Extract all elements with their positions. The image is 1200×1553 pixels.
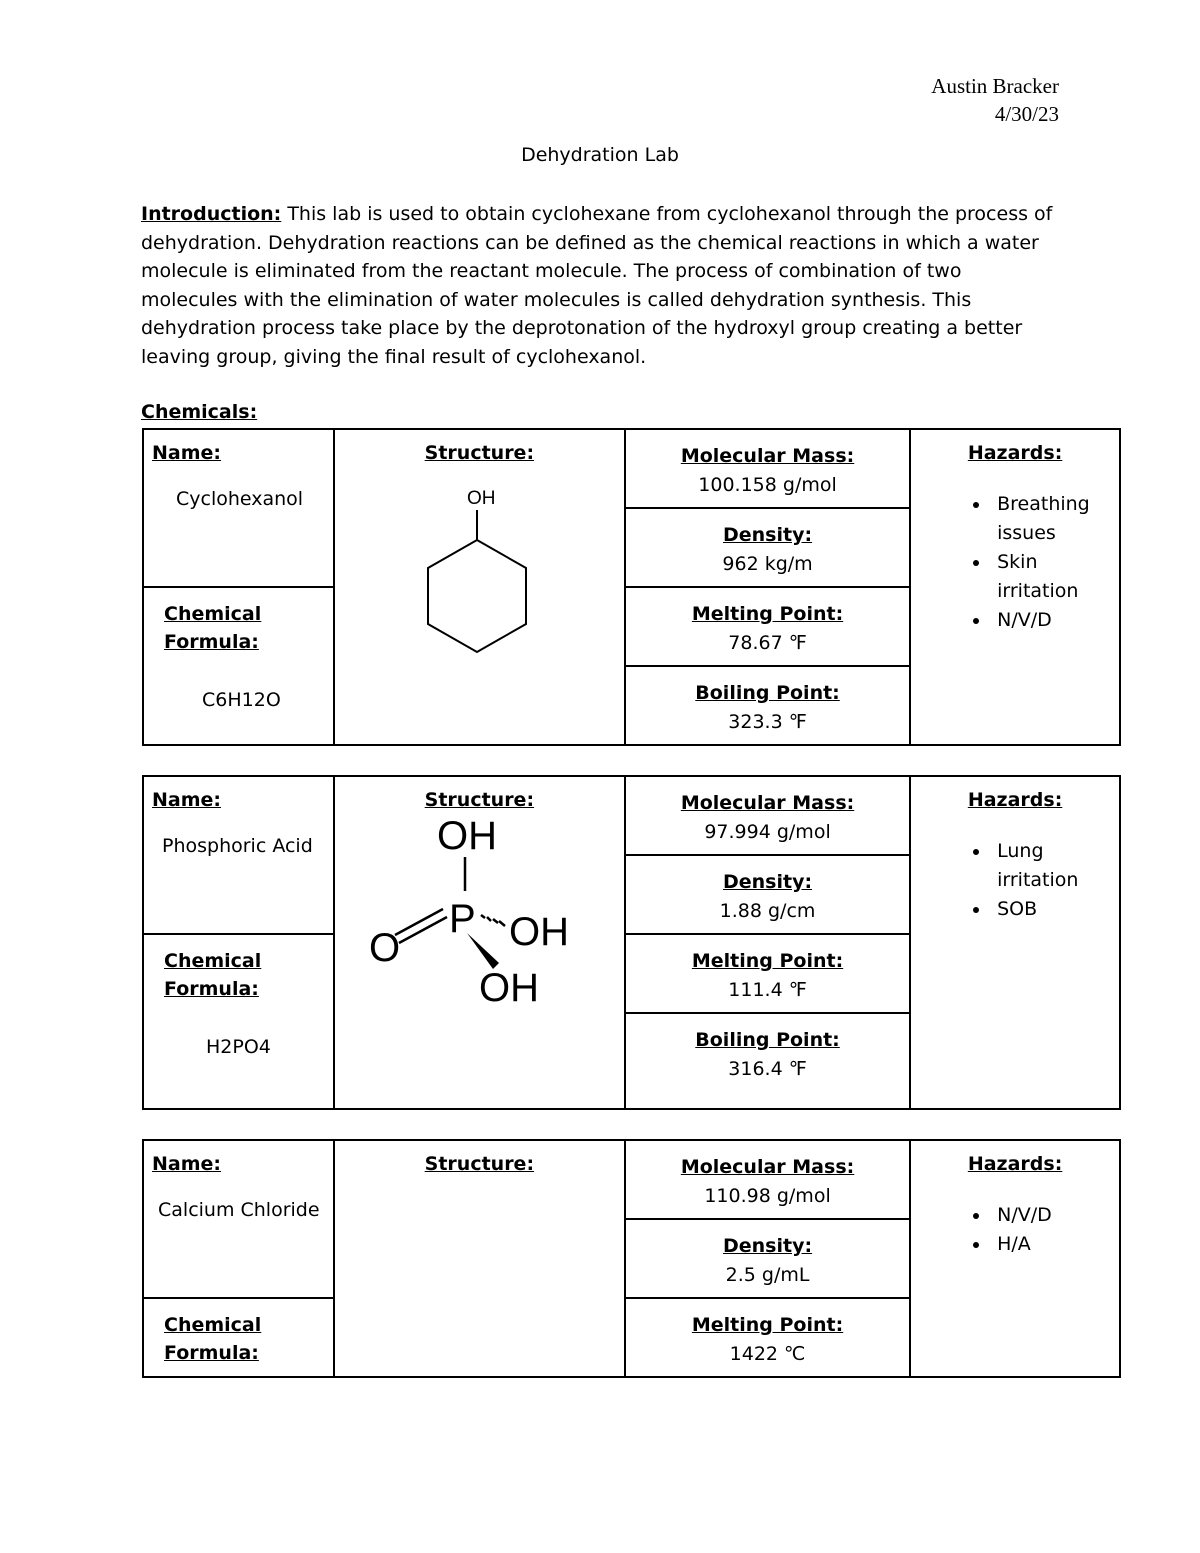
boiling-point-cell xyxy=(625,666,910,745)
molecular-mass-value: 97.994 g/mol xyxy=(704,821,831,843)
phosphoric-acid-structure xyxy=(359,811,599,1011)
formula-label-line1: Chemical xyxy=(164,950,262,972)
melting-point-cell xyxy=(625,1298,910,1377)
chemical-table-calcium-chloride xyxy=(142,1139,1121,1378)
molecular-mass-value: 100.158 g/mol xyxy=(698,474,837,496)
molecular-mass-label: Molecular Mass: xyxy=(680,445,855,467)
hazards-cell xyxy=(910,1140,1120,1377)
structure-label: Structure: xyxy=(424,1153,535,1175)
hazard-item: • Skin irritation xyxy=(991,548,1119,606)
density-cell xyxy=(625,855,910,934)
right-hydroxyl-label: OH xyxy=(509,910,570,954)
boiling-point-label: Boiling Point: xyxy=(695,682,840,704)
hazards-list xyxy=(911,490,1119,635)
density-value: 2.5 g/mL xyxy=(725,1264,810,1286)
density-value: 1.88 g/cm xyxy=(719,900,816,922)
hazards-label: Hazards: xyxy=(967,1153,1063,1175)
document-date: 4/30/23 xyxy=(994,102,1059,126)
hazard-item: • Breathing issues xyxy=(991,490,1119,548)
chemical-name: Calcium Chloride xyxy=(158,1199,320,1221)
formula-label-line2-wrap xyxy=(164,975,333,1003)
author-name: Austin Bracker xyxy=(931,74,1059,98)
hazards-label: Hazards: xyxy=(967,442,1063,464)
name-label: Name: xyxy=(152,442,222,464)
introduction-label: Introduction: xyxy=(141,203,282,225)
formula-cell xyxy=(143,587,334,745)
name-cell xyxy=(143,429,334,587)
chemical-name: Cyclohexanol xyxy=(176,488,304,510)
boiling-point-value: 316.4 ℉ xyxy=(728,1058,807,1080)
structure-cell xyxy=(334,429,625,745)
hazard-item: • SOB xyxy=(991,895,1119,924)
density-cell xyxy=(625,1219,910,1298)
formula-cell xyxy=(143,934,334,1109)
hazard-item: • H/A xyxy=(991,1230,1119,1259)
melting-point-cell xyxy=(625,587,910,666)
hazard-item: • N/V/D xyxy=(991,1201,1119,1230)
formula-label-line1: Chemical xyxy=(164,1314,262,1336)
structure-cell xyxy=(334,776,625,1109)
chemicals-heading: Chemicals: xyxy=(141,401,258,423)
introduction-text: This lab is used to obtain cyclohexane from cyclohexanol through the process of dehydration. Dehydration reactions can be defined as the chemical reactions in which a water molecule is eliminated from the reactant molecule. The process of combination of two molecules with the elimination of water molecules is called dehydration synthesis. This dehydration process take place by the deprotonation of the hydroxyl group creating a better leaving group, giving the final result of cyclohexanol. xyxy=(141,203,1053,368)
molecular-mass-cell xyxy=(625,776,910,855)
hazards-cell xyxy=(910,429,1120,745)
structure-cell xyxy=(334,1140,625,1377)
boiling-point-cell xyxy=(625,1013,910,1109)
hazards-cell xyxy=(910,776,1120,1109)
chemical-formula: H2PO4 xyxy=(206,1036,271,1058)
melting-point-cell xyxy=(625,934,910,1013)
molecular-mass-cell xyxy=(625,429,910,508)
boiling-point-value: 323.3 ℉ xyxy=(728,711,807,733)
hazards-list xyxy=(911,1201,1119,1259)
boiling-point-label: Boiling Point: xyxy=(695,1029,840,1051)
name-label: Name: xyxy=(152,1153,222,1175)
hazards-label: Hazards: xyxy=(967,789,1063,811)
chemical-table-phosphoric-acid xyxy=(142,775,1121,1110)
molecular-mass-cell xyxy=(625,1140,910,1219)
wedge-bond xyxy=(467,933,499,969)
molecular-mass-value: 110.98 g/mol xyxy=(704,1185,831,1207)
cyclohexanol-structure xyxy=(379,468,579,658)
density-label: Density: xyxy=(722,1235,813,1257)
name-cell xyxy=(143,776,334,934)
top-hydroxyl-label: OH xyxy=(437,814,498,858)
hazard-item: • Lung irritation xyxy=(991,837,1119,895)
chemical-table-cyclohexanol xyxy=(142,428,1121,746)
density-label: Density: xyxy=(722,524,813,546)
melting-point-value: 1422 ℃ xyxy=(729,1343,806,1365)
structure-label: Structure: xyxy=(424,442,535,464)
melting-point-value: 78.67 ℉ xyxy=(728,632,807,654)
hydroxyl-label: OH xyxy=(467,488,496,509)
document-title: Dehydration Lab xyxy=(521,144,679,166)
author-block xyxy=(931,72,1059,128)
melting-point-label: Melting Point: xyxy=(691,603,844,625)
density-cell xyxy=(625,508,910,587)
chemical-formula: C6H12O xyxy=(202,689,281,711)
bottom-hydroxyl-label: OH xyxy=(479,966,540,1010)
melting-point-label: Melting Point: xyxy=(691,1314,844,1336)
molecular-mass-label: Molecular Mass: xyxy=(680,1156,855,1178)
hazard-item: • N/V/D xyxy=(991,606,1119,635)
formula-label-line1: Chemical xyxy=(164,603,262,625)
chemical-name: Phosphoric Acid xyxy=(162,835,313,857)
density-label: Density: xyxy=(722,871,813,893)
formula-label-line2: Formula: xyxy=(164,1342,259,1364)
formula-cell xyxy=(143,1298,334,1377)
oxygen-label: O xyxy=(369,926,401,970)
structure-label: Structure: xyxy=(424,789,535,811)
melting-point-label: Melting Point: xyxy=(691,950,844,972)
melting-point-value: 111.4 ℉ xyxy=(728,979,807,1001)
ring-bonds xyxy=(428,510,526,652)
density-value: 962 kg/m xyxy=(722,553,813,575)
name-cell xyxy=(143,1140,334,1298)
formula-label-line2: Formula: xyxy=(164,978,259,1000)
formula-label-line2: Formula: xyxy=(164,631,259,653)
phosphorus-label: P xyxy=(449,897,477,941)
name-label: Name: xyxy=(152,789,222,811)
introduction-paragraph xyxy=(141,200,1061,372)
molecular-mass-label: Molecular Mass: xyxy=(680,792,855,814)
hazards-list xyxy=(911,837,1119,924)
